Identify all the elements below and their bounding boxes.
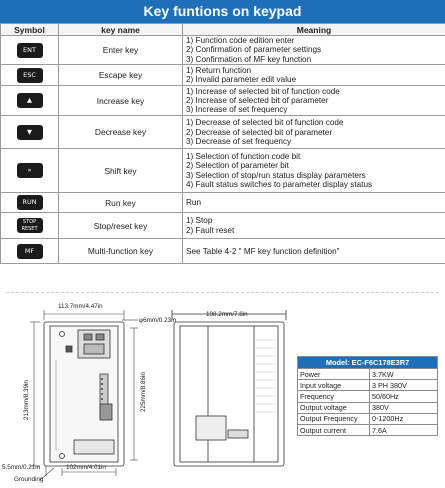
grounding-label: Grounding <box>14 476 44 483</box>
table-row <box>1 149 445 193</box>
table-row <box>1 36 445 65</box>
table-row <box>1 213 445 239</box>
model-header: Model: EC-F6C178E3R7 <box>298 357 438 369</box>
up-arrow-icon: ▲ <box>17 93 43 108</box>
key-name: Run key <box>59 193 183 213</box>
key-meaning: Run <box>183 193 445 213</box>
spec-row: Input voltage 3 PH 380V <box>298 380 438 391</box>
key-name: Escape key <box>59 65 183 86</box>
run-key-icon: RUN <box>17 195 43 210</box>
side-view-drawing <box>168 300 294 488</box>
key-meaning: 1) Return function 2) Invalid parameter edit value <box>183 65 445 86</box>
key-name: Enter key <box>59 36 183 65</box>
table-row <box>1 239 445 264</box>
depth-dimension: 198.2mm/7.8in <box>206 311 248 318</box>
table-row <box>1 193 445 213</box>
key-name-header: key name <box>59 24 183 36</box>
hole-dimension: φ6mm/0.23in <box>139 317 176 324</box>
table-row <box>1 65 445 86</box>
spec-row: Power 3.7KW <box>298 369 438 380</box>
enter-key-icon: ENT <box>17 43 43 58</box>
section-divider <box>6 292 439 293</box>
key-meaning: 1) Function code edition enter 2) Confirmation of parameter settings 3) Confirmation of MF key function <box>183 36 445 65</box>
key-name: Shift key <box>59 149 183 193</box>
symbol-header: Symbol <box>1 24 59 36</box>
mount-height-dimension: 225mm/8.86in <box>140 372 147 412</box>
key-name: Decrease key <box>59 116 183 149</box>
key-name: Increase key <box>59 86 183 116</box>
key-meaning: 1) Selection of function code bit 2) Selection of parameter bit 3) Selection of stop/run status display parameters 4) Fault status switches to parameter display status <box>183 149 445 193</box>
keypad-function-table <box>0 23 445 264</box>
mf-key-icon: MF <box>17 244 43 259</box>
front-width-dimension: 113.7mm/4.47in <box>58 303 103 310</box>
spec-row: Output voltage 380V <box>298 402 438 413</box>
key-name: Multi-function key <box>59 239 183 264</box>
front-height-dimension: 213mm/8.39in <box>23 380 30 420</box>
mount-width-dimension: 102mm/4.01in <box>66 464 106 471</box>
double-chevron-right-icon: » <box>17 163 43 178</box>
down-arrow-icon: ▼ <box>17 125 43 140</box>
key-meaning: 1) Decrease of selected bit of function code 2) Decrease of selected bit of parameter 3) Decrease of set frequency <box>183 116 445 149</box>
escape-key-icon: ESC <box>17 68 43 83</box>
spec-row: Output current 7.6A <box>298 424 438 435</box>
page-title: Key funtions on keypad <box>0 0 445 23</box>
table-row <box>1 116 445 149</box>
model-spec-table <box>297 356 438 436</box>
key-meaning: See Table 4-2 " MF key function definition" <box>183 239 445 264</box>
spec-row: Frequency 50/60Hz <box>298 391 438 402</box>
meaning-header: Meaning <box>183 24 445 36</box>
key-meaning: 1) Stop 2) Fault reset <box>183 213 445 239</box>
table-row <box>1 86 445 116</box>
edge-offset-dimension: 5.5mm/0.21in <box>2 464 41 471</box>
table-header-row <box>1 24 445 36</box>
key-name: Stop/reset key <box>59 213 183 239</box>
spec-row: Output Frequency 0-1200Hz <box>298 413 438 424</box>
key-meaning: 1) Increase of selected bit of function code 2) Increase of selected bit of parameter 3) Increase of set frequency <box>183 86 445 116</box>
stop-reset-key-icon: STOP RESET <box>17 218 43 233</box>
